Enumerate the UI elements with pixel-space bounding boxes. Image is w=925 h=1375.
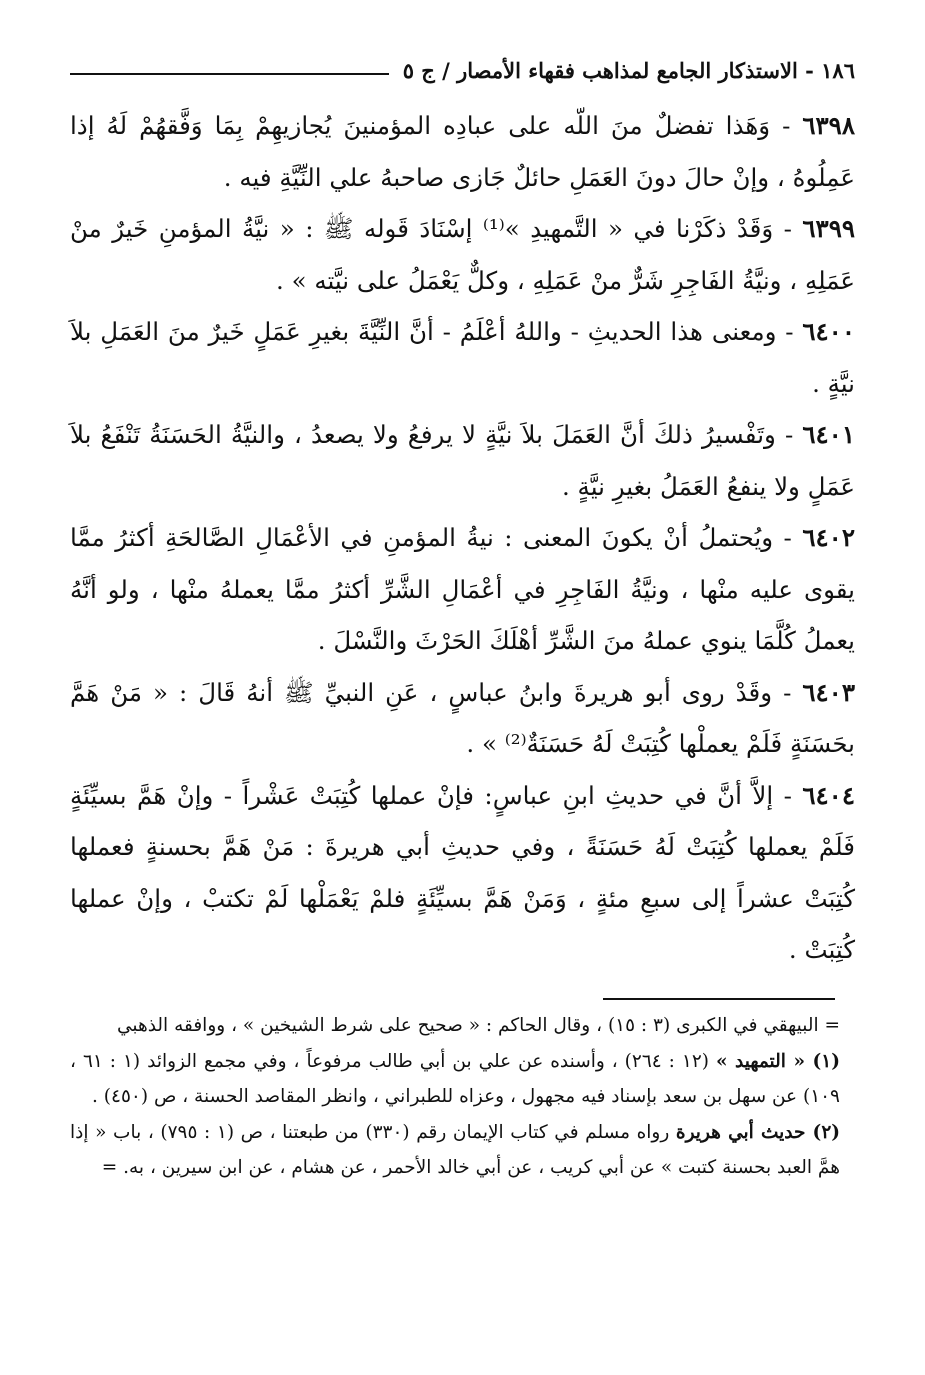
footnote-text: (١٢ : ٢٦٤) ، وأسنده عن علي بن أبي طالب مرفوعاً ، وفي مجمع الزوائد (١ : ٦١ ، ١٠٩) عن سهل بن سعد بإسناد فيه مجهول ، وعزاه للطبراني ، وانظر المقاصد الحسنة ، ص (٤٥٠) . [70,1050,840,1107]
paragraph-text: - وَهَذا تفضلٌ منَ اللّه على عبادِه المؤمنينَ يُجازيهِمْ بِمَا وَفَّقهُمْ لَهُ إذا عَمِلُوهُ ، وإنْ حالَ دونَ العَمَلِ حائلٌ جَازى صاحبهُ علي النِّيَّةِ فيه . [70,111,855,192]
footnote-text: رواه مسلم في كتاب الإيمان رقم (٣٣٠) من طبعتنا ، ص (١ : ٧٩٥) ، باب « إذا همَّ العبد بحسنة كتبت » عن أبي كريب ، عن أبي خالد الأحمر ، عن هشام ، عن ابن سيرين ، به. = [70,1121,840,1178]
header-rule [70,73,389,75]
footnote-title: (١) « التمهيد » [715,1050,840,1072]
paragraph [70,667,855,770]
paragraph-number: ٦٤٠٠ [802,317,855,346]
paragraph-text: - وتَفْسيرُ ذلكَ أنَّ العَمَلَ بلاَ نيَّةٍ لا يرفعُ ولا يصعدُ ، والنيَّةُ الحَسَنَةُ تَنْفَعُ بلاَ عَمَلٍ ولا ينفعُ العَمَلُ بغيرِ نيَّةٍ . [70,420,855,501]
footnote-title: (٢) حديث أبي هريرة [675,1121,841,1143]
footnotes [70,1008,840,1186]
paragraph [70,100,855,203]
footnote-separator [603,998,835,1000]
paragraph [70,409,855,512]
paragraph [70,306,855,409]
footnote [70,1008,840,1044]
running-header [70,50,855,90]
paragraph [70,512,855,667]
paragraph-number: ٦٤٠٣ [802,677,855,707]
paragraph-number: ٦٤٠٤ [802,780,855,810]
paragraph-text: - وَقَدْ ذكَرْنا في « التَّمهيدِ »⁽¹⁾ إسْنَادَ قَوله ﷺ : « نيَّةُ المؤمنِ خَيرٌ منْ عَمَلِهِ ، ونيَّةُ الفَاجِرِ شَرٌّ منْ عَمَلِهِ ، وكلٌّ يَعْمَلُ على نيَّته » . [70,214,855,295]
footnote-text: = البيهقي في الكبرى (٣ : ١٥) ، وقال الحاكم : « صحيح على شرط الشيخين » ، ووافقه الذهبي [116,1015,840,1036]
main-text [70,100,855,976]
paragraph-text: - ويُحتملُ أنْ يكونَ المعنى : نيةُ المؤمنِ في الأعْمَالِ الصَّالحَةِ أكثرُ ممَّا يقوى عليه منْها ، ونيَّةُ الفَاجِرِ في أعْمَالِ الشَّرِّ أكثرُ ممَّا يعملهُ منْها ، ولو أنَّهُ يعملُ كُلَّمَا ينوي عملهُ منَ الشَّرِّ أهْلَكَ الحَرْثَ والنَّسْلَ . [70,523,855,655]
paragraph-number: ٦٣٩٩ [802,214,856,243]
footnote [70,1044,840,1115]
paragraph-number: ٦٤٠٢ [802,523,855,552]
paragraph [70,770,855,976]
paragraph-text: - وقَدْ روى أبو هريرةَ وابنُ عباسٍ ، عَنِ النبيِّ ﷺ أنهُ قَالَ : « مَنْ هَمَّ بحَسَنَةٍ فَلَمْ يعملْها كُتِبَتْ لَهُ حَسَنَةٌ⁽²⁾ » . [70,677,855,758]
paragraph-text: - ومعنى هذا الحديثِ - واللهُ أعْلَمُ - أنَّ النِّيَّةَ بغيرِ عَمَلٍ خَيرٌ منَ العَمَلِ بلاَ نيَّةٍ . [70,317,855,398]
paragraph-number: ٦٣٩٨ [802,111,855,140]
header-title: ١٨٦ - الاستذكار الجامع لمذاهب فقهاء الأمصار / ج ٥ [402,57,855,83]
footnote [70,1115,840,1186]
paragraph-text: - إلاَّ أنَّ في حديثِ ابنِ عباسٍ: فإنْ عملها كُتِبَتْ عَشْراً - وإنْ هَمَّ بسيِّئَةٍ فَلَمْ يعملها كُتِبَتْ لَهُ حَسَنَةً ، وفي حديثِ أبي هريرةَ : مَنْ هَمَّ بحسنةٍ فعملها كُتِبَتْ عشراً إلى سبعِ مئةٍ ، وَمَنْ هَمَّ بسيِّئَةٍ فلمْ يَعْمَلْها لَمْ تكتبْ ، وإنْ عملها كُتِبَتْ . [70,780,855,964]
paragraph [70,203,855,306]
paragraph-number: ٦٤٠١ [802,420,855,449]
